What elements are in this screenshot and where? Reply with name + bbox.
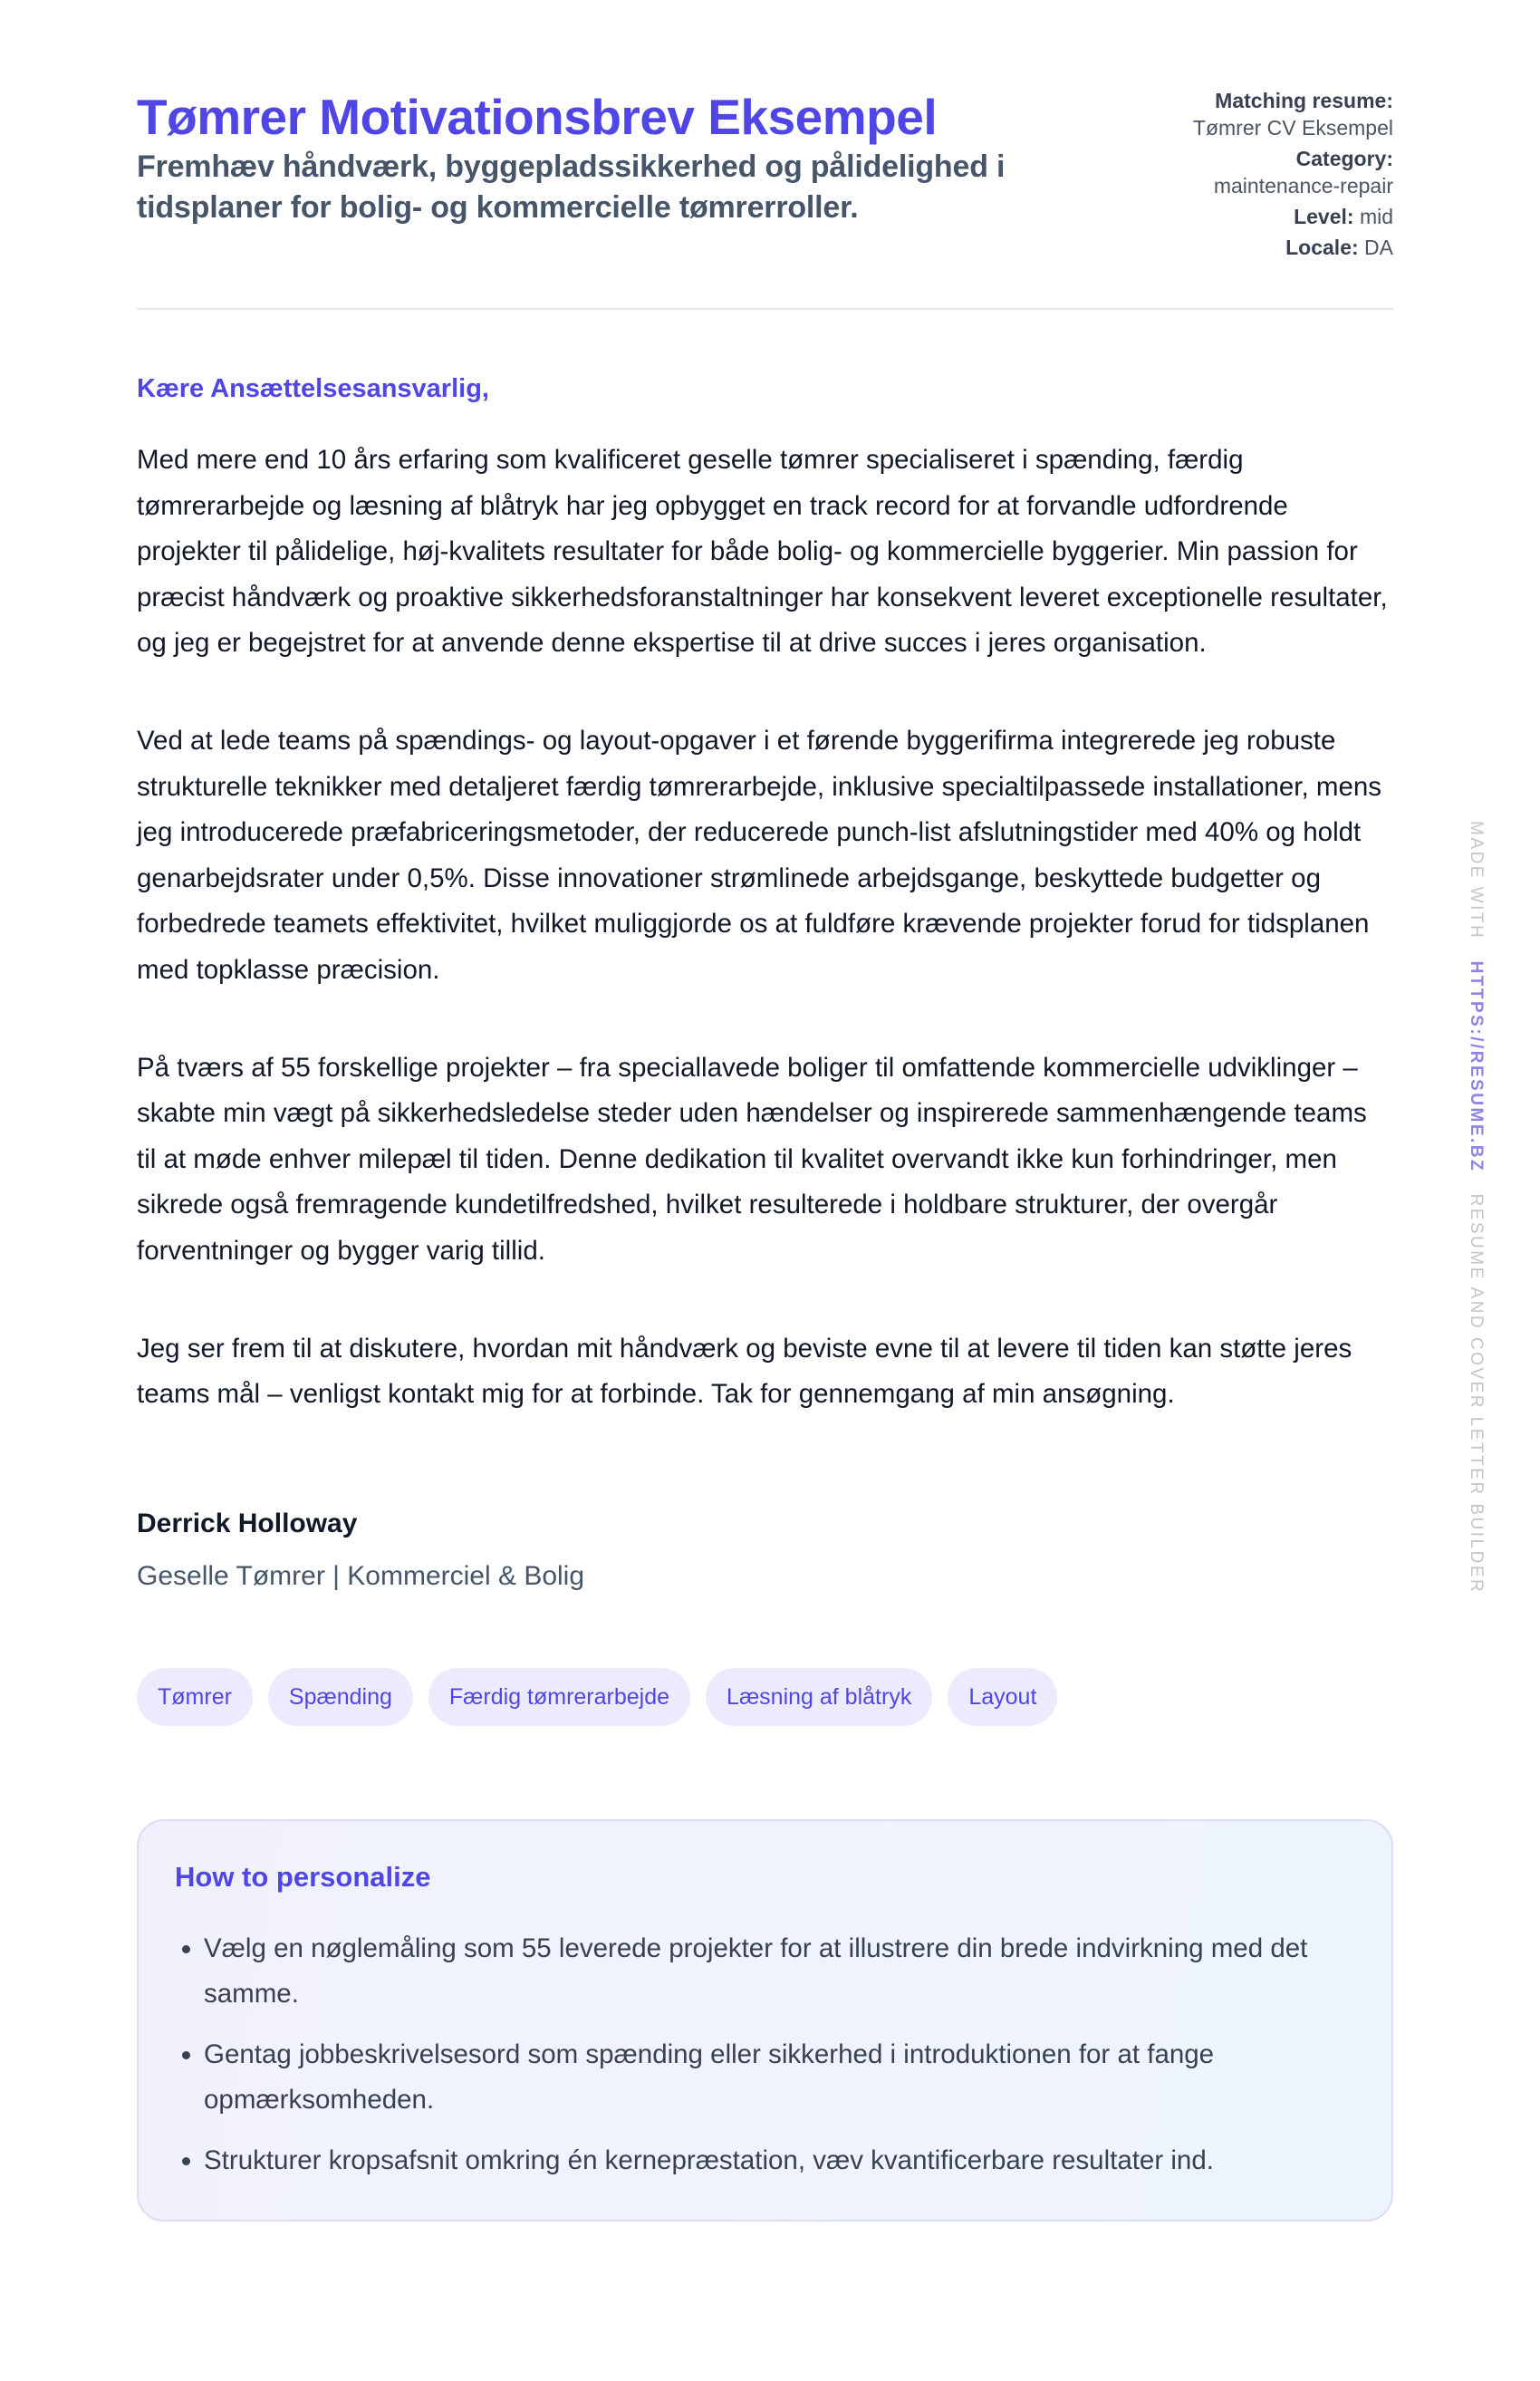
letter-paragraph: Jeg ser frem til at diskutere, hvordan mit håndværk og beviste evne til at levere til tiden kan støtte jeres teams mål – venligst kontakt mig for at forbinde. Tak for gennemgang af min ansøgning. xyxy=(137,1333,1352,1410)
signature-block xyxy=(137,1506,1393,1595)
personalize-tips-box xyxy=(137,1819,1393,2222)
meta-category xyxy=(1193,145,1393,199)
meta-matching-resume xyxy=(1193,87,1393,141)
bullet-icon xyxy=(182,2157,190,2165)
meta-panel xyxy=(1193,87,1393,265)
matching-resume-link[interactable]: Tømrer CV Eksempel xyxy=(1192,116,1393,140)
tip-text: Strukturer kropsafsnit omkring én kernepræstation, væv kvantificerbare resultater ind. xyxy=(204,2145,1214,2175)
skill-tag[interactable]: Layout xyxy=(948,1668,1057,1726)
skill-tag[interactable]: Spænding xyxy=(268,1668,413,1726)
tip-item xyxy=(204,2138,1355,2183)
meta-value: DA xyxy=(1364,236,1393,259)
meta-label: Locale: xyxy=(1285,236,1359,259)
letter-body xyxy=(137,371,1393,1595)
tips-list xyxy=(175,1926,1355,2183)
bullet-icon xyxy=(182,2051,190,2059)
bullet-icon xyxy=(182,1945,190,1953)
side-banner-link[interactable]: HTTPS://RESUME.BZ xyxy=(1467,960,1486,1173)
skill-tag[interactable]: Færdig tømrerarbejde xyxy=(428,1668,690,1726)
skill-tag[interactable]: Tømrer xyxy=(137,1668,253,1726)
letter-paragraph: På tværs af 55 forskellige projekter – fra speciallavede boliger til omfattende kommercielle udviklinger – skabte min vægt på sikkerhedsledelse steder uden hændelser og inspirerede sammenhængende teams til at møde enhver milepæl til tiden. Denne dedikation til kvalitet overvandt ikke kun forhindringer, men sikrede også fremragende kundetilfredshed, hvilket resulterede i holdbare strukturer, der overgår forventninger og bygger varig tillid. xyxy=(137,1052,1367,1266)
meta-value: maintenance-repair xyxy=(1213,174,1393,198)
cover-letter-page xyxy=(137,0,1393,2222)
letter-paragraph: Med mere end 10 års erfaring som kvalificeret geselle tømrer specialiseret i spænding, færdig tømrerarbejde og læsning af blåtryk har jeg opbygget en track record for at forvandle udfordrende projekter til pålidelige, høj-kvalitets resultater for både bolig- og kommercielle byggerier. Min passion for præcist håndværk og proaktive sikkerhedsforanstaltninger har konsekvent leveret exceptionelle resultater, og jeg er begejstret for at anvende denne ekspertise til at drive succes i jeres organisation. xyxy=(137,445,1388,659)
meta-label: Category: xyxy=(1295,147,1393,170)
side-banner-prefix: MADE WITH xyxy=(1467,821,1486,940)
side-banner-suffix: RESUME AND COVER LETTER BUILDER xyxy=(1467,1193,1486,1595)
skill-tag[interactable]: Læsning af blåtryk xyxy=(706,1668,932,1726)
skill-tags xyxy=(137,1668,1393,1726)
signature-name: Derrick Holloway xyxy=(137,1508,358,1538)
tip-text: Vælg en nøglemåling som 55 leverede projekter for at illustrere din brede indvirkning med det samme. xyxy=(204,1933,1308,2009)
meta-value: mid xyxy=(1359,205,1393,228)
meta-label: Matching resume: xyxy=(1215,89,1393,112)
side-banner xyxy=(1466,821,1486,1594)
tip-text: Gentag jobbeskrivelsesord som spænding eller sikkerhed i introduktionen for at fange opmærksomheden. xyxy=(204,2039,1215,2115)
page-header xyxy=(137,0,1393,310)
meta-label: Level: xyxy=(1294,205,1354,228)
signature-title: Geselle Tømrer | Kommerciel & Bolig xyxy=(137,1560,585,1591)
letter-paragraph: Ved at lede teams på spændings- og layout-opgaver i et førende byggerifirma integrerede jeg robuste strukturelle teknikker med detaljeret færdig tømrerarbejde, inklusive specialtilpassede installationer, mens jeg introducerede præfabriceringsmetoder, der reducerede punch-list afslutningstider med 40% og holdt genarbejdsrater under 0,5%. Disse innovationer strømlinede arbejdsgange, beskyttede budgetter og forbedrede teamets effektivitet, hvilket muliggjorde os at fuldføre krævende projekter forud for tidsplanen med topklasse præcision. xyxy=(137,725,1382,985)
page-subtitle: Fremhæv håndværk, byggepladssikkerhed og pålidelighed i tidsplaner for bolig- og kommercielle tømrerroller. xyxy=(137,149,1006,225)
tip-item xyxy=(204,2032,1355,2123)
letter-greeting: Kære Ansættelsesansvarlig, xyxy=(137,374,489,403)
page-title: Tømrer Motivationsbrev Eksempel xyxy=(137,89,938,145)
meta-level xyxy=(1193,203,1393,230)
tips-title: How to personalize xyxy=(175,1860,431,1893)
tip-item xyxy=(204,1926,1355,2017)
meta-locale xyxy=(1193,234,1393,261)
